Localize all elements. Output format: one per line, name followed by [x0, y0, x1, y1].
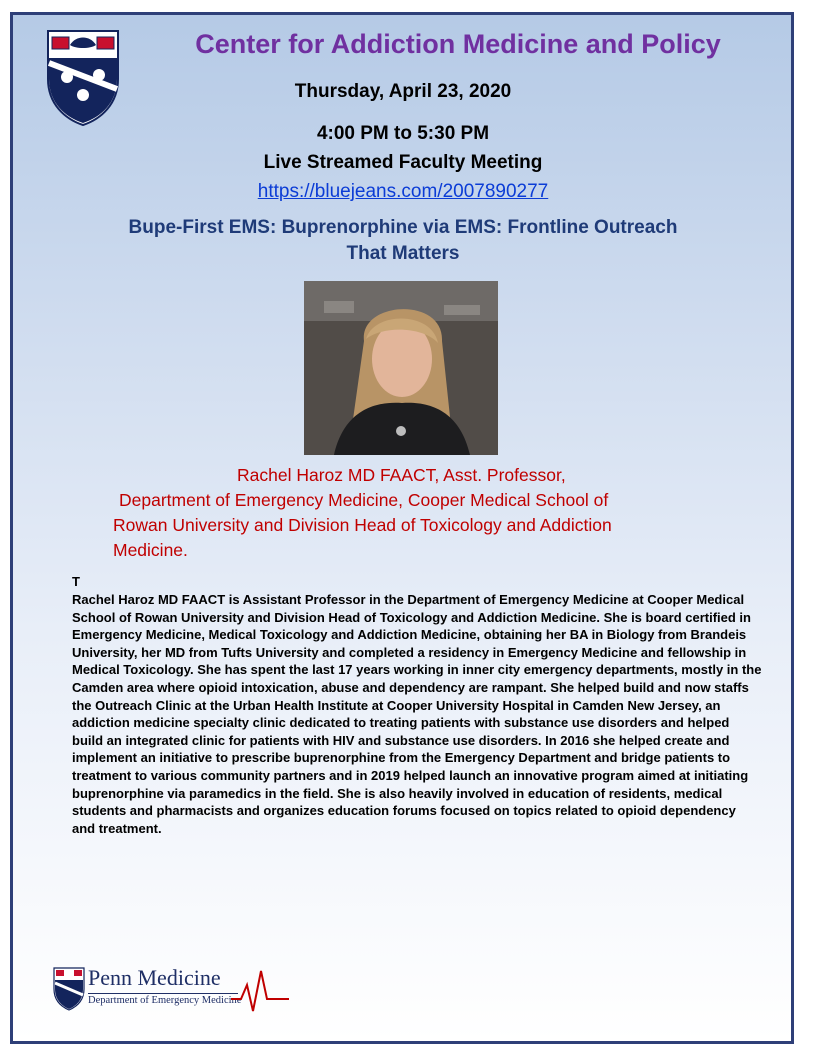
speaker-photo	[304, 281, 498, 455]
event-meeting-type: Live Streamed Faculty Meeting	[263, 152, 543, 173]
speaker-credentials	[113, 463, 693, 563]
flyer-page	[10, 12, 794, 1044]
speaker-portrait-image	[304, 281, 498, 455]
speaker-line-1: Rachel Haroz MD FAACT, Asst. Professor,	[237, 465, 566, 485]
logo-name: Penn Medicine	[88, 965, 221, 990]
heartbeat-line-icon	[231, 965, 291, 1013]
speaker-line-2: Department of Emergency Medicine, Cooper Medical School of	[119, 490, 609, 510]
event-date: Thursday, April 23, 2020	[294, 81, 512, 102]
talk-title-line-1: Bupe-First EMS: Buprenorphine via EMS: Frontline Outreach	[128, 217, 678, 238]
bio-lead: T	[72, 574, 80, 589]
page-title: Center for Addiction Medicine and Policy	[195, 29, 721, 59]
talk-title-line-2: That Matters	[346, 243, 460, 264]
speaker-bio: Rachel Haroz MD FAACT is Assistant Professor in the Department of Emergency Medicine at Cooper Medical School of Rowan University and Division Head of Toxicology and Addiction Medicine. She is board certified in Emergency Medicine, Medical Toxicology and Addiction Medicine, obtaining her BA in Biology from Brandeis University, her MD from Tufts University and completed a residency in Emergency Medicine and fellowship in Medical Toxicology. She has spent the last 17 years working in inner city emergency departments, mostly in the Camden area where opioid intoxication, abuse and dependency are rampant. She helped build and now staffs the Outreach Clinic at the Urban Health Institute at Cooper University Hospital in Camden New Jersey, an addiction medicine specialty clinic dedicated to treating patients with substance use disorders and helped build an integrated clinic for patients with HIV and substance use disorders. In 2016 she helped create and implement an initiative to prescribe buprenorphine from the Emergency Department and bridge patients to treatment to various community partners and in 2019 helped launch an innovative program aimed at initiating buprenorphine via paramedics in the field. She is also heavily involved in education of residents, medical students and pharmacists and organizes education forums focused on topics related to opioid dependency and treatment.	[72, 592, 762, 836]
penn-medicine-logo	[53, 965, 283, 1013]
penn-medicine-shield-icon	[53, 967, 85, 1011]
penn-shield-icon	[46, 29, 120, 127]
speaker-line-4: Medicine.	[113, 540, 188, 560]
talk-title	[83, 215, 723, 267]
speaker-line-3: Rowan University and Division Head of Toxicology and Addiction	[113, 515, 612, 535]
event-time: 4:00 PM to 5:30 PM	[316, 123, 490, 144]
bluejeans-link[interactable]: https://bluejeans.com/2007890277	[257, 181, 549, 202]
logo-department: Department of Emergency Medicine	[88, 995, 242, 1006]
